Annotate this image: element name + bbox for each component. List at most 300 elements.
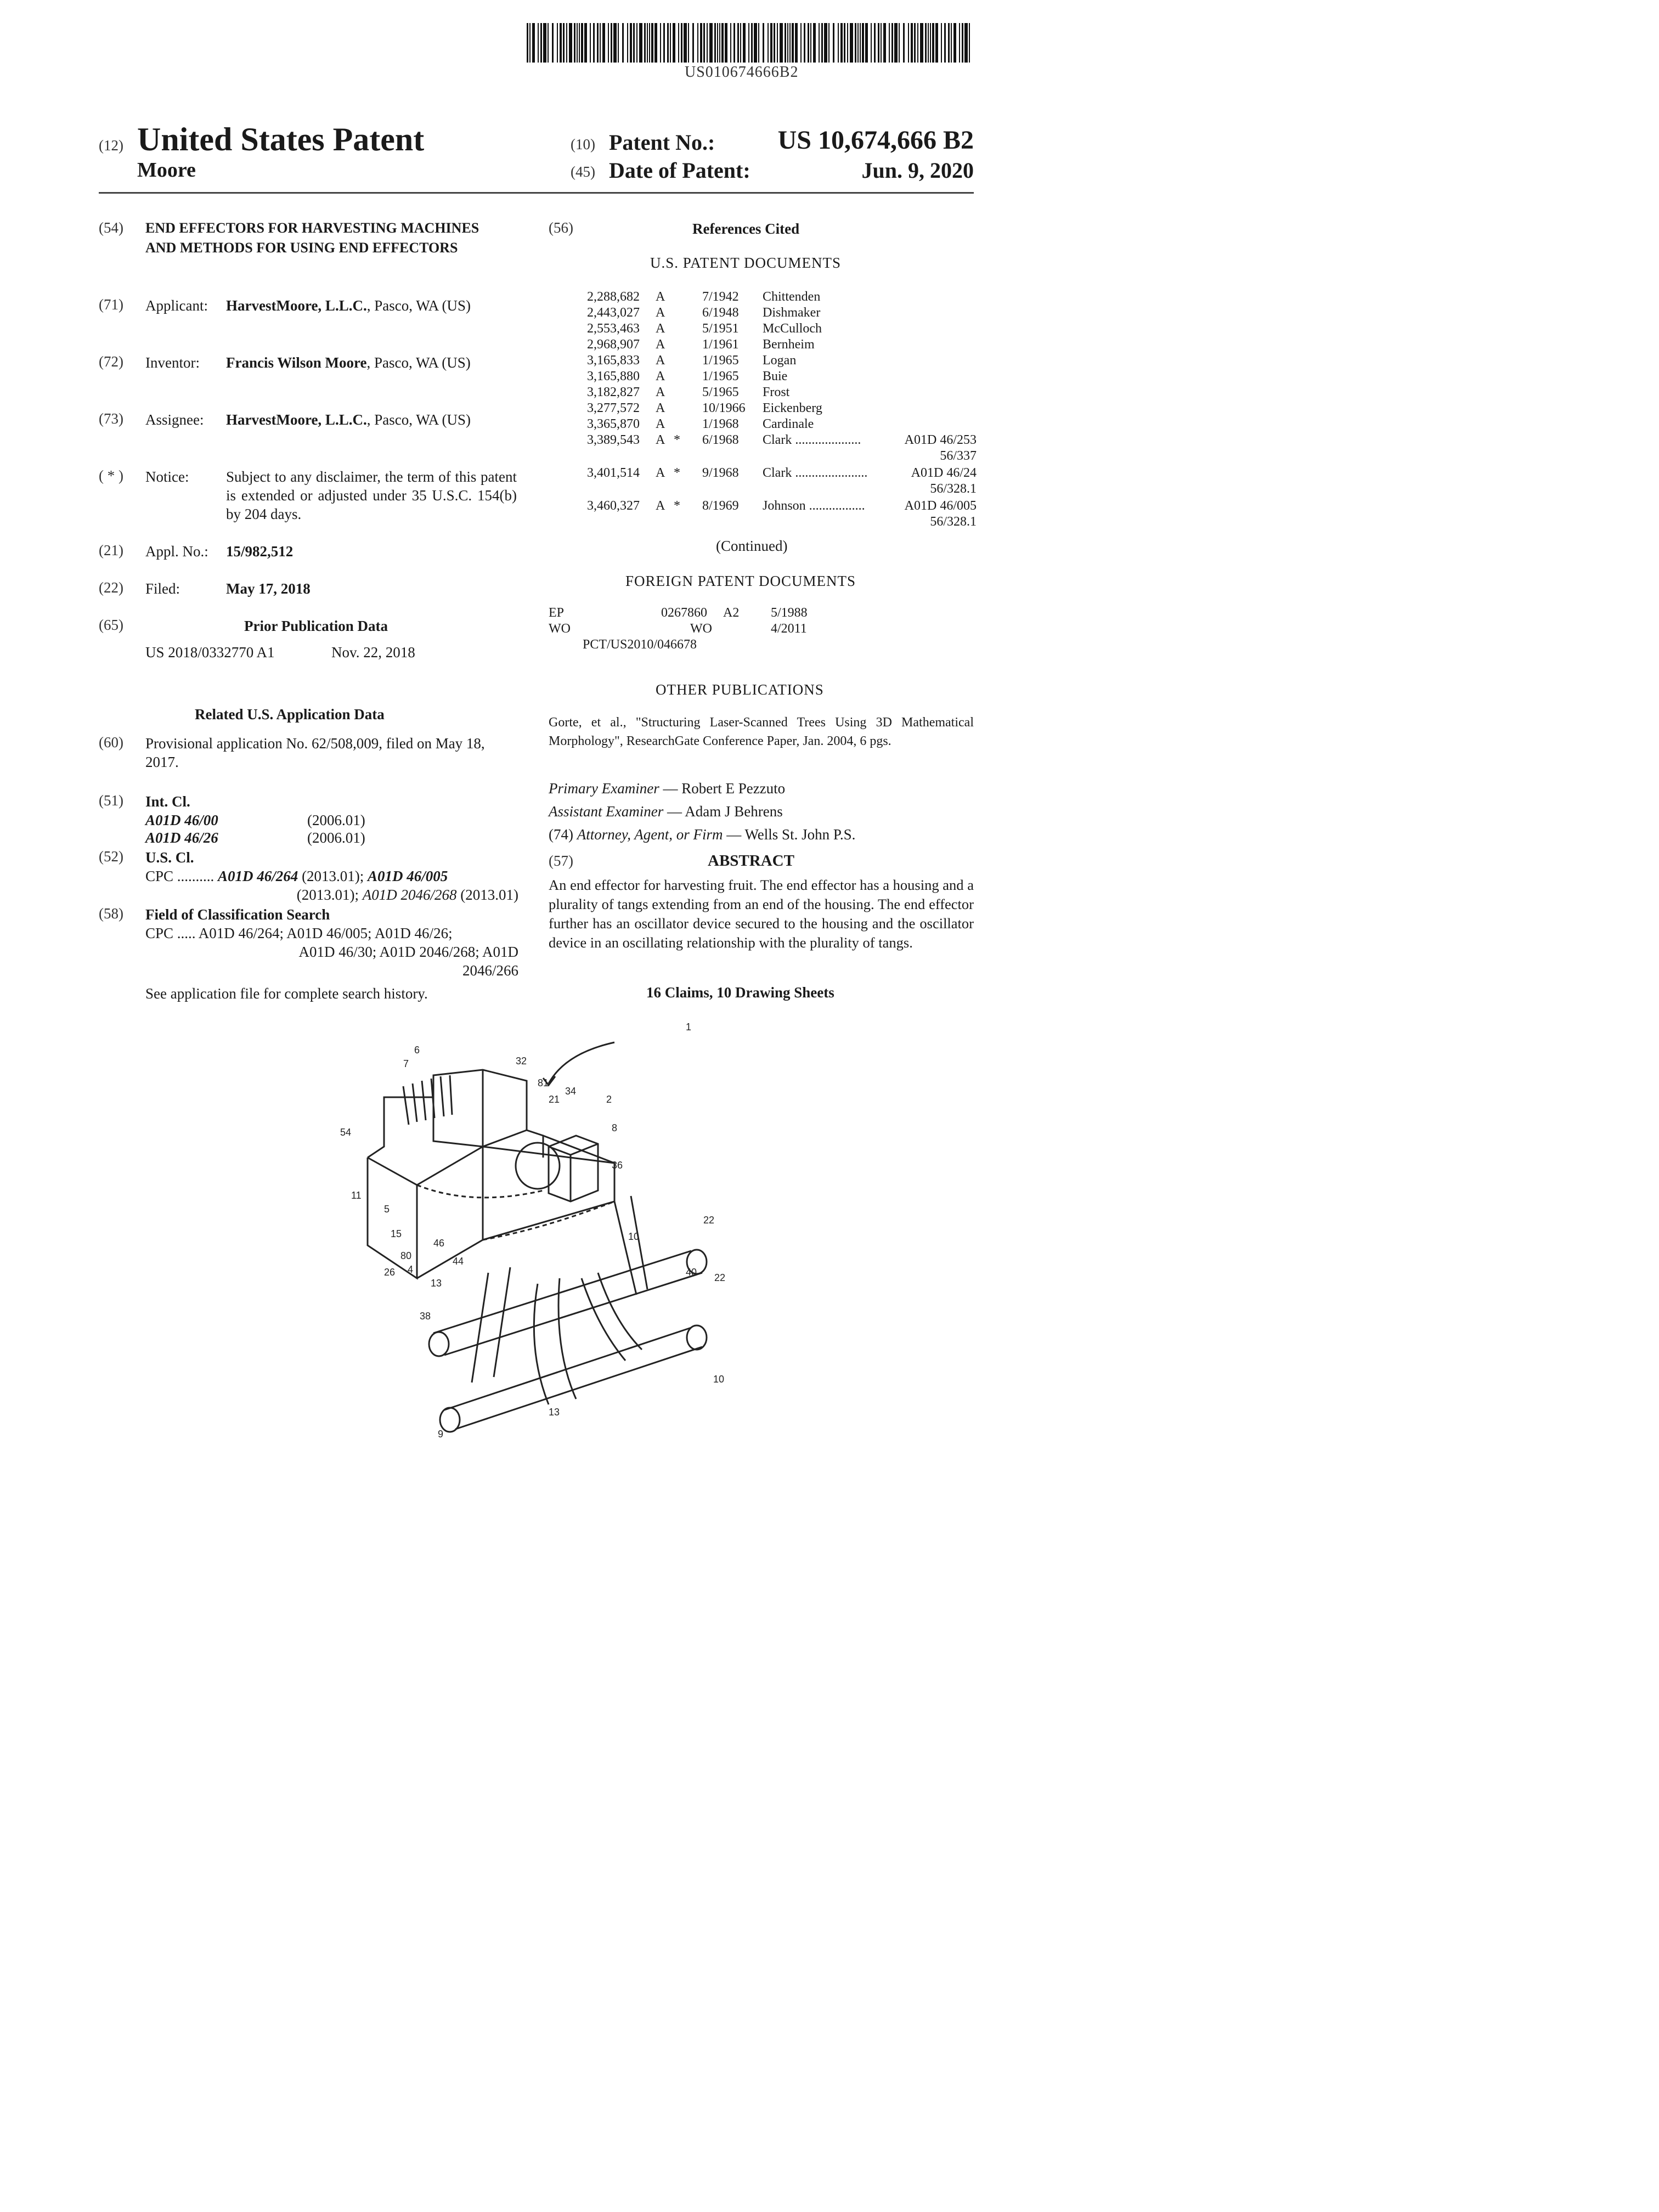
us-cl-version: (2013.01); xyxy=(298,868,368,884)
us-cl-label: U.S. Cl. xyxy=(145,849,194,866)
barcode-bar xyxy=(800,23,802,63)
reference-numeral: 10 xyxy=(628,1231,640,1242)
reference-numeral: 15 xyxy=(391,1228,402,1239)
us-docs-heading: U.S. PATENT DOCUMENTS xyxy=(650,255,842,271)
reference-class: A01D 46/253 xyxy=(904,433,977,447)
reference-date: 1/1961 xyxy=(702,337,739,352)
other-publications-heading: OTHER PUBLICATIONS xyxy=(656,681,824,698)
reference-number: 3,460,327 xyxy=(587,499,640,513)
reference-kind: A xyxy=(656,369,665,383)
barcode-bar xyxy=(608,23,609,63)
barcode-bar xyxy=(804,23,805,63)
code-12: (12) xyxy=(99,137,123,154)
patent-date: Jun. 9, 2020 xyxy=(861,158,974,183)
barcode-bar xyxy=(763,23,764,63)
reference-row xyxy=(554,337,977,353)
barcode-bar xyxy=(574,23,575,63)
reference-kind: A xyxy=(656,433,665,447)
barcode-bar xyxy=(787,23,788,63)
barcode-bar xyxy=(821,23,823,63)
inventor-location: , Pasco, WA (US) xyxy=(366,354,471,371)
reference-numeral: 80 xyxy=(400,1250,412,1261)
barcode-bar xyxy=(743,23,746,63)
abstract-text: An end effector for harvesting fruit. The end effector has a housing and a plurality of tangs extending from an end of the housing. The end effector further has an oscillator device secured to the housing and the oscillator device in an oscillating relationship with the plurality of tangs. xyxy=(549,877,974,951)
barcode-bar xyxy=(569,23,572,63)
barcode-bar xyxy=(630,23,632,63)
assignee-name: HarvestMoore, L.L.C. xyxy=(226,411,367,428)
reference-numeral: 13 xyxy=(549,1407,560,1418)
barcode-bar xyxy=(532,23,535,63)
code-71: (71) xyxy=(99,296,123,313)
code-58: (58) xyxy=(99,905,123,922)
reference-name: Clark .................... xyxy=(763,433,861,447)
related-heading: Related U.S. Application Data xyxy=(195,706,385,723)
barcode-bar xyxy=(774,23,775,63)
barcode-bar xyxy=(883,23,886,63)
reference-row xyxy=(554,290,977,306)
code-10: (10) xyxy=(571,136,595,153)
barcode-bar xyxy=(703,23,705,63)
code-57: (57) xyxy=(549,853,573,869)
reference-row xyxy=(554,466,977,496)
reference-kind: A xyxy=(656,306,665,320)
reference-number: 3,365,870 xyxy=(587,417,640,431)
appl-no: 15/982,512 xyxy=(226,543,294,560)
code-51: (51) xyxy=(99,792,123,809)
barcode-bar xyxy=(714,23,716,63)
barcode-bar xyxy=(548,23,549,63)
code-56: (56) xyxy=(549,219,573,236)
reference-number: 3,165,833 xyxy=(587,353,640,368)
barcode-bar xyxy=(597,23,599,63)
reference-numeral: 10 xyxy=(713,1374,725,1385)
barcode-bar xyxy=(730,23,731,63)
code-52: (52) xyxy=(99,848,123,865)
attorney-label: Attorney, Agent, or Firm xyxy=(577,826,723,843)
inventor xyxy=(226,353,522,372)
reference-kind: A xyxy=(656,499,665,513)
barcode-bar xyxy=(855,23,856,63)
reference-numeral: 26 xyxy=(384,1267,396,1278)
barcode-bar xyxy=(911,23,913,63)
reference-name: Eickenberg xyxy=(763,401,822,415)
reference-number: 3,165,880 xyxy=(587,369,640,383)
reference-subclass: 56/328.1 xyxy=(930,515,977,529)
abstract-heading: ABSTRACT xyxy=(708,852,794,870)
barcode-bar xyxy=(721,23,724,63)
field-search-label: Field of Classification Search xyxy=(145,906,330,923)
barcode-bar xyxy=(627,23,628,63)
reference-row xyxy=(554,306,977,321)
rod-end xyxy=(429,1332,449,1356)
appl-no-label: Appl. No.: xyxy=(145,543,208,560)
barcode-bar xyxy=(828,23,830,63)
assistant-examiner xyxy=(549,802,783,821)
rod-front xyxy=(433,1251,702,1355)
int-cl-class: A01D 46/00 xyxy=(145,812,218,828)
barcode-bar xyxy=(969,23,970,63)
hidden-line xyxy=(417,1185,543,1198)
housing-edge xyxy=(483,1130,527,1147)
barcode-bar xyxy=(725,23,727,63)
barcode-bar xyxy=(590,23,591,63)
reference-numeral: 32 xyxy=(516,1056,527,1066)
barcode-bar xyxy=(660,23,661,63)
reference-name: Buie xyxy=(763,369,788,383)
reference-numeral: 46 xyxy=(433,1238,445,1249)
reference-numeral: 8 xyxy=(612,1122,618,1133)
reference-numeral: 11 xyxy=(351,1190,362,1201)
reference-name: Dishmaker xyxy=(763,306,821,320)
notice-code: ( * ) xyxy=(99,467,123,484)
reference-number: 3,389,543 xyxy=(587,433,640,447)
reference-numeral: 40 xyxy=(686,1267,697,1278)
int-cl-version: (2006.01) xyxy=(307,812,365,828)
reference-numeral: 81 xyxy=(538,1077,549,1088)
barcode-bar xyxy=(792,23,794,63)
prior-publication-date: Nov. 22, 2018 xyxy=(331,644,415,661)
us-cl-version: (2013.01); xyxy=(296,887,363,903)
barcode-bar xyxy=(678,23,679,63)
reference-row xyxy=(554,433,977,463)
barcode-bar xyxy=(878,23,879,63)
barcode-bar xyxy=(644,23,646,63)
code-60: (60) xyxy=(99,734,123,751)
reference-numeral: 34 xyxy=(565,1086,577,1097)
barcode-bar xyxy=(751,23,753,63)
field-search-note: See application file for complete search history. xyxy=(145,985,428,1002)
barcode-bar xyxy=(557,23,558,63)
reference-name: McCulloch xyxy=(763,321,822,336)
code-22: (22) xyxy=(99,579,123,596)
reference-date: 5/1965 xyxy=(702,385,739,399)
page-title: United States Patent xyxy=(137,121,425,157)
foreign-doc-row xyxy=(549,622,971,637)
reference-number: 3,182,827 xyxy=(587,385,640,399)
reference-row xyxy=(554,385,977,401)
barcode-bar xyxy=(717,23,718,63)
reference-number: 2,553,463 xyxy=(587,321,640,336)
barcode-bar xyxy=(860,23,861,63)
reference-numeral: 2 xyxy=(606,1094,612,1105)
field-search-line3: 2046/266 xyxy=(462,962,518,979)
reference-name: Logan xyxy=(763,353,797,368)
barcode-bar xyxy=(758,23,759,63)
reference-number: 2,288,682 xyxy=(587,290,640,304)
assignee-label: Assignee: xyxy=(145,411,204,428)
code-73: (73) xyxy=(99,410,123,427)
barcode-bar xyxy=(684,23,687,63)
barcode-bar xyxy=(894,23,898,63)
reference-row xyxy=(554,321,977,337)
barcode-bar xyxy=(932,23,934,63)
reference-number: 3,277,572 xyxy=(587,401,640,415)
foreign-country: EP xyxy=(549,606,565,620)
references-heading: References Cited xyxy=(692,221,800,237)
finger xyxy=(472,1267,510,1383)
notice-text: Subject to any disclaimer, the term of this patent is extended or adjusted under 35 U.S.C. 154(b) by 204 days. xyxy=(226,469,517,522)
reference-date: 5/1951 xyxy=(702,321,739,336)
barcode-bar xyxy=(651,23,653,63)
barcode-bar xyxy=(709,23,713,63)
reference-row xyxy=(554,417,977,433)
barcode-bar xyxy=(903,23,905,63)
reference-kind: A xyxy=(656,385,665,399)
notice-label: Notice: xyxy=(145,469,189,485)
primary-examiner-label: Primary Examiner xyxy=(549,780,659,797)
barcode-bar xyxy=(688,23,689,63)
reference-kind: A xyxy=(656,337,665,352)
cpc-label: CPC .......... xyxy=(145,868,215,884)
reference-date: 9/1968 xyxy=(702,466,739,480)
reference-numeral: 5 xyxy=(384,1204,390,1215)
provisional-application: Provisional application No. 62/508,009, filed on May 18, 2017. xyxy=(145,735,485,770)
inventor-name: Francis Wilson Moore xyxy=(226,354,367,371)
code-74: (74) xyxy=(549,826,573,843)
barcode-bar xyxy=(593,23,595,63)
barcode-bar xyxy=(917,23,918,63)
barcode-bar xyxy=(529,23,531,63)
filed-date: May 17, 2018 xyxy=(226,580,311,597)
assignee-location: , Pasco, WA (US) xyxy=(366,411,471,428)
reference-numeral: 44 xyxy=(453,1256,464,1267)
barcode-bar xyxy=(795,23,798,63)
barcode-bar xyxy=(850,23,853,63)
foreign-number: WO xyxy=(690,622,712,636)
int-cl-class: A01D 46/26 xyxy=(145,830,218,846)
reference-numeral: 21 xyxy=(549,1094,560,1105)
barcode-bar xyxy=(935,23,938,63)
reference-name: Frost xyxy=(763,385,790,399)
us-cl-cpc-line2 xyxy=(145,885,518,904)
patent-drawing xyxy=(307,1020,779,1448)
code-65: (65) xyxy=(99,617,123,633)
reference-name: Chittenden xyxy=(763,290,821,304)
code-45: (45) xyxy=(571,163,595,180)
attorney-name: — Wells St. John P.S. xyxy=(723,826,856,843)
reference-numeral: 38 xyxy=(420,1311,431,1322)
barcode-bar xyxy=(881,23,882,63)
reference-numeral: 1 xyxy=(686,1022,692,1032)
barcode-bar xyxy=(857,23,859,63)
filed-label: Filed: xyxy=(145,580,180,597)
foreign-kind: A2 xyxy=(723,606,740,620)
barcode-bar xyxy=(670,23,671,63)
reference-numeral: 4 xyxy=(408,1264,414,1275)
barcode-bar xyxy=(951,23,952,63)
foreign-number: 0267860 xyxy=(661,606,707,620)
barcode-bar xyxy=(697,23,698,63)
reference-kind: A xyxy=(656,417,665,431)
barcode-bar xyxy=(928,23,929,63)
barcode-bar xyxy=(964,23,968,63)
reference-row xyxy=(554,369,977,385)
inventor-label: Inventor: xyxy=(145,354,200,371)
reference-numeral: 7 xyxy=(403,1058,409,1069)
barcode-bar xyxy=(733,23,735,63)
reference-numeral: 54 xyxy=(340,1127,352,1138)
barcode-bar xyxy=(681,23,682,63)
code-72: (72) xyxy=(99,353,123,370)
applicant-location: , Pasco, WA (US) xyxy=(366,297,471,314)
reference-date: 7/1942 xyxy=(702,290,739,304)
housing-edge xyxy=(417,1147,483,1185)
code-54: (54) xyxy=(99,219,123,236)
barcode-bar xyxy=(633,23,635,63)
housing-outline xyxy=(368,1070,543,1158)
assistant-examiner-label: Assistant Examiner xyxy=(549,803,664,820)
barcode-bar xyxy=(636,23,637,63)
barcode-bar xyxy=(649,23,650,63)
barcode-bar xyxy=(663,23,665,63)
barcode-bar xyxy=(889,23,890,63)
barcode-bar xyxy=(700,23,702,63)
barcode-bar xyxy=(930,23,931,63)
reference-subclass: 56/337 xyxy=(940,449,977,463)
code-21: (21) xyxy=(99,542,123,558)
reference-date: 10/1966 xyxy=(702,401,746,415)
reference-number: 3,401,514 xyxy=(587,466,640,480)
barcode-bar xyxy=(667,23,669,63)
reference-numeral: 36 xyxy=(612,1160,623,1171)
barcode-bar xyxy=(847,23,848,63)
barcode-bar xyxy=(953,23,956,63)
barcode-bar xyxy=(602,23,605,63)
barcode-bar xyxy=(552,23,554,63)
foreign-doc-row xyxy=(549,606,971,622)
barcode-bar xyxy=(871,23,872,63)
reference-date: 1/1965 xyxy=(702,353,739,368)
barcode-bar xyxy=(944,23,946,63)
leader-line xyxy=(549,1042,614,1084)
barcode-bar xyxy=(833,23,834,63)
applicant-label: Applicant: xyxy=(145,297,208,314)
foreign-date: 4/2011 xyxy=(771,622,807,636)
reference-numeral: 22 xyxy=(714,1272,726,1283)
field-search-line2: A01D 46/30; A01D 2046/268; A01D xyxy=(298,944,518,960)
barcode-bar xyxy=(838,23,839,63)
reference-date: 8/1969 xyxy=(702,499,739,513)
reference-name: Johnson ................. xyxy=(763,499,865,513)
patent-number: US 10,674,666 B2 xyxy=(777,126,974,155)
barcode-bar xyxy=(540,23,542,63)
barcode-bar xyxy=(962,23,963,63)
inventor-surname: Moore xyxy=(137,159,196,182)
barcode-bar xyxy=(647,23,648,63)
barcode-bar xyxy=(770,23,772,63)
barcode-bar xyxy=(874,23,876,63)
barcode-bar xyxy=(618,23,619,63)
reference-star: * xyxy=(674,433,680,447)
foreign-country: WO xyxy=(549,622,571,636)
reference-kind: A xyxy=(656,401,665,415)
barcode-bar xyxy=(914,23,916,63)
primary-examiner-name: — Robert E Pezzuto xyxy=(659,780,786,797)
barcode-bar xyxy=(543,23,546,63)
finger xyxy=(614,1196,647,1295)
int-cl-version: (2006.01) xyxy=(307,830,365,846)
reference-name: Bernheim xyxy=(763,337,815,352)
reference-name: Cardinale xyxy=(763,417,814,431)
barcode-bar xyxy=(862,23,864,63)
barcode-bar xyxy=(959,23,960,63)
motor-circle xyxy=(516,1143,560,1189)
reference-star: * xyxy=(674,499,680,513)
reference-numeral: 13 xyxy=(431,1278,442,1289)
barcode-bar xyxy=(622,23,624,63)
invention-title: END EFFECTORS FOR HARVESTING MACHINES AND METHODS FOR USING END EFFECTORS xyxy=(145,220,479,256)
reference-row xyxy=(554,353,977,369)
attorney xyxy=(549,825,855,844)
applicant-name: HarvestMoore, L.L.C. xyxy=(226,297,367,314)
barcode-bar xyxy=(577,23,578,63)
assignee xyxy=(226,410,522,429)
prior-publication-number: US 2018/0332770 A1 xyxy=(145,644,275,661)
reference-date: 6/1948 xyxy=(702,306,739,320)
barcode-bar xyxy=(891,23,893,63)
foreign-docs-heading: FOREIGN PATENT DOCUMENTS xyxy=(625,573,856,589)
us-cl-version: (2013.01) xyxy=(456,887,518,903)
field-search-line1: CPC ..... A01D 46/264; A01D 46/005; A01D 46/26; xyxy=(145,925,453,941)
reference-class: A01D 46/005 xyxy=(904,499,977,513)
barcode-bar xyxy=(566,23,567,63)
barcode-bar xyxy=(748,23,749,63)
reference-date: 1/1965 xyxy=(702,369,739,383)
barcode-bar xyxy=(810,23,811,63)
reference-row xyxy=(554,401,977,417)
barcode-bar xyxy=(948,23,950,63)
primary-examiner xyxy=(549,779,785,798)
foreign-date: 5/1988 xyxy=(771,606,808,620)
barcode-bar xyxy=(673,23,675,63)
us-cl-class: A01D 46/005 xyxy=(368,868,448,884)
reference-number: 2,968,907 xyxy=(587,337,640,352)
barcode-bar xyxy=(737,23,739,63)
barcode-bar xyxy=(920,23,923,63)
barcode-bar xyxy=(865,23,868,63)
reference-subclass: 56/328.1 xyxy=(930,482,977,496)
reference-row xyxy=(554,499,977,529)
barcode-bar xyxy=(819,23,820,63)
patent-no-label: Patent No.: xyxy=(609,130,715,155)
reference-numeral: 9 xyxy=(438,1429,444,1440)
prior-publication-heading: Prior Publication Data xyxy=(244,618,388,634)
reference-numeral: 22 xyxy=(703,1215,715,1226)
barcode xyxy=(527,23,974,63)
barcode-bar xyxy=(899,23,900,63)
barcode-bar xyxy=(613,23,617,63)
barcode-bar xyxy=(581,23,583,63)
barcode-bar xyxy=(563,23,565,63)
reference-kind: A xyxy=(656,290,665,304)
barcode-bar xyxy=(560,23,562,63)
oscillator-box xyxy=(549,1136,598,1201)
barcode-bar xyxy=(808,23,809,63)
barcode-bar xyxy=(840,23,843,63)
barcode-bar xyxy=(527,23,528,63)
assistant-examiner-name: — Adam J Behrens xyxy=(663,803,783,820)
barcode-bar xyxy=(777,23,778,63)
barcode-bar xyxy=(789,23,791,63)
barcode-bar xyxy=(579,23,580,63)
barcode-bar xyxy=(584,23,587,63)
reference-numeral: 6 xyxy=(414,1045,420,1056)
barcode-bar xyxy=(844,23,845,63)
reference-star: * xyxy=(674,466,680,480)
barcode-bar xyxy=(692,23,694,63)
stem xyxy=(534,1278,576,1404)
reference-date: 6/1968 xyxy=(702,433,739,447)
